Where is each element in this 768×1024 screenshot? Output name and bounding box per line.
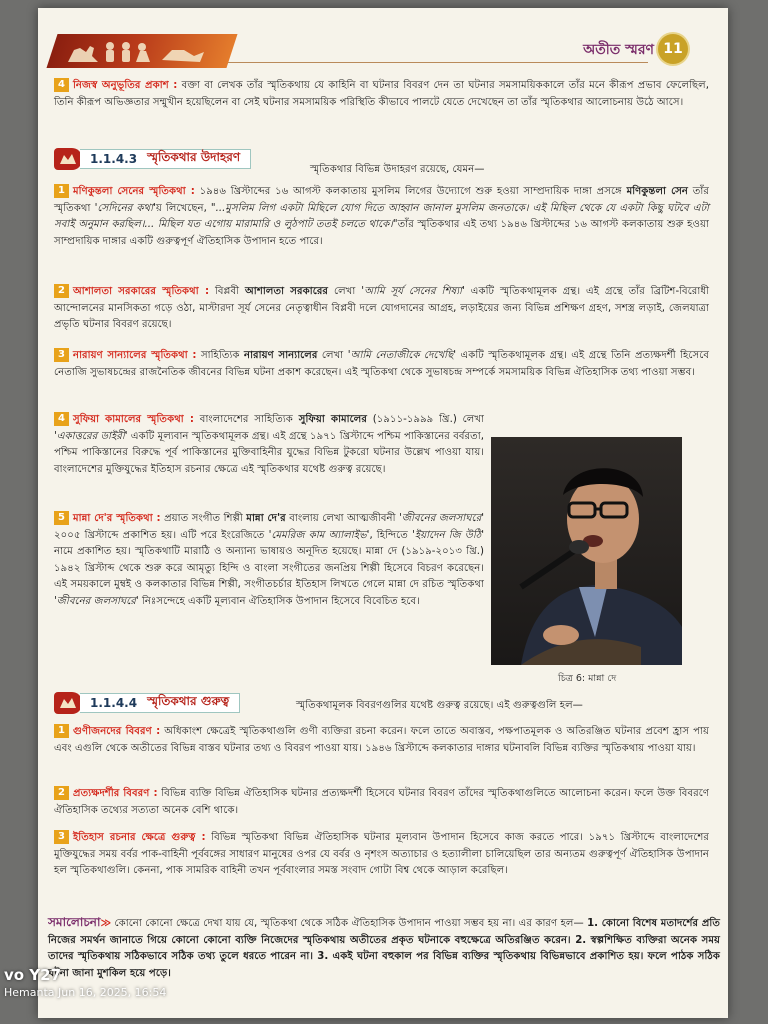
item-text: বাংলাদেশের সাহিত্যিক [193,414,299,425]
criticism-point-1: 1. কোনো বিশেষ মতাদর্শের প্রতি নিজের সমর্থন জানাতে গিয়ে কোনো কোনো ব্যক্তি নিজেদের স্মৃতিকথায় অতীতের প্রকৃত ঘটনাকে বহুক্ষেত্রে অতিরঞ্জিত করেন। [48,918,720,946]
criticism-point-2: 2. স্বল্পশিক্ষিত ব্যক্তিরা অনেক সময় তাদের স্মৃতিকথায় সঠিকভাবে সঠিক তথ্য তুলে ধরতে পারেন না। [48,934,720,963]
item-number: 4 [54,78,69,92]
item-title: আশালতা সরকারের স্মৃতিকথা : [73,286,210,297]
item-book: 'সেদিনের কথা' [94,202,156,214]
section-badge-icon [54,148,82,170]
item-text: একটি মূল্যবান স্মৃতিকথামূলক গ্রন্থ। এই গ্রন্থে ১৯৭১ খ্রিস্টাব্দে পশ্চিম পাকিস্তানের বর্বরতা, পশ্চিম পাকিস্তানের বিরুদ্ধে পূর্ব পাকিস্তানের মুক্তিবাহিনীর যুদ্ধের বিভিন্ন টুকরো ঘটনার উল্লেখ পাওয়া যায়। বাংলাদেশের মুক্তিযুদ্ধের ইতিহাস রচনার ক্ষেত্রে এই স্মৃতিকথার যথেষ্ট গুরুত্ব রয়েছে। [54,430,484,475]
item-book: 'একাত্তরের ডাইরী' [54,430,128,442]
section-intro: স্মৃতিকথার বিভিন্ন উদাহরণ রয়েছে, যেমন— [310,164,485,175]
section-number: 1.1.4.4 [90,696,138,710]
item-title: নারায়ণ সান্যালের স্মৃতিকথা : [73,350,197,361]
section-number: 1.1.4.3 [90,152,138,166]
section-bar [80,693,240,713]
section-heading-examples [54,148,251,170]
device-label: vo Y27 [4,966,62,984]
importance-item-1 [54,724,709,757]
figure-caption: চিত্র 6: মান্না দে [558,673,617,684]
item-title: গুণীজনদের বিবরণ : [73,726,161,737]
item-book: 'আমি নেতাজীকে দেখেছি' [347,350,457,361]
item-text: ১৯৪৬ খ্রিস্টাব্দের ১৬ আগস্ট কলকাতায় মুসলিম লিগের উদ্যোগে শুরু হওয়া সাম্প্রদায়িক দাঙ্গা প্রসঙ্গে [194,186,627,197]
item-text: বিপ্লবী [209,286,246,297]
item-text: নিঃসন্দেহে একটি মূল্যবান ঐতিহাসিক উপাদান হিসেবে বিবেচিত হবে। [138,595,420,607]
item-book: 'জীবনের জলসাঘরে' [399,513,484,524]
item-text: তাঁর স্মৃতিকথা [54,186,709,214]
item-book: 'ইয়াদেন জি উঠি' [412,529,484,541]
item-title: প্রত্যক্ষদর্শীর বিবরণ : [73,788,158,799]
section-title: স্মৃতিকথার উদাহরণ [147,150,241,164]
item-text: লেখা [328,286,362,297]
example-item-3 [54,348,709,381]
item-text: বিভিন্ন স্মৃতিকথা বিভিন্ন ঐতিহাসিক ঘটনার মূল্যবান উপাদান হিসেবে কাজ করতে পারে। ১৯৭১ খ্রিস্টাব্দে বাংলাদেশের মুক্তিযুদ্ধের সময় বর্বর পাক-বাহিনী পূর্ববঙ্গের সাধারণ মানুষের ওপর যে বর্বর ও নৃশংস অত্যাচার ও হত্যালীলা চালিয়েছিল তার অন্যতম গুরুত্বপূর্ণ ঐতিহাসিক উপাদান হল স্মৃতিকথাগুলি। কেননা, পাক সামরিক বাহিনী তখন পূর্ববাংলার সমস্ত সংবাদ গোটা বিশ্ব থেকে আড়াল করেছিল। [54,832,710,877]
importance-item-2 [54,786,709,819]
item-quote: "...মুসলিম লিগ একটা মিছিলে যোগ দিতে আহ্বান জানাল মুসলিম জনতাকে। এই মিছিল থেকে যে একটা কিছু ঘটবে এটা সবাই অনুমান করছিল।... মিছিল যত এগোয় মারামারি ও লুঠপাট ততই চলতে থাকে।" [54,202,709,231]
item-text: য় লিখেছেন, [155,202,211,214]
example-item-1 [54,184,709,250]
item-text: বিভিন্ন ব্যক্তি বিভিন্ন ঐতিহাসিক ঘটনার প্রত্যক্ষদর্শী হিসেবে ঘটনার বিবরণ তাঁদের স্মৃতিকথাগুলিতে আলোচনা করেন। ফলে উক্ত বিবরণে ঐতিহাসিক তথ্যের সত্যতা অনেক বেশি থাকে। [54,788,709,816]
item-title: মণিকুন্তলা সেনের স্মৃতিকথা : [73,186,195,197]
item-text: ২০০৫ খ্রিস্টাব্দে প্রকাশিত হয়। এটি পরে ইংরেজিতে [54,529,269,541]
section-bar [80,149,251,169]
item-text: প্রয়াত সংগীত শিল্পী [160,513,247,524]
item-number: 3 [54,830,69,844]
criticism-point-3: 3. একই ঘটনা বহুকাল পর বিভিন্ন ব্যক্তির স্মৃতিকথায় বিভিন্নভাবে প্রকাশিত হয়। ফলে পাঠক সঠিক ঘটনা জানা মুশকিল হয়ে পড়ে। [48,951,720,979]
item-author: মণিকুন্তলা সেন [626,186,689,197]
item-author: সুফিয়া কামালের [298,414,367,425]
item-text: , হিন্দিতে [369,529,413,541]
item-text: (১৯১১-১৯৯৯ খ্রি.) লেখা [366,414,485,425]
item-text: একটি স্মৃতিকথামূলক গ্রন্থ। এই গ্রন্থে তিনি প্রত্যক্ষদর্শী হিসেবে নেতাজি সুভাষচন্দ্রের রাজনৈতিক জীবনের বিভিন্ন ঘটনা প্রকাশ করেছেন। এই স্মৃতিকথা থেকে সুভাষচন্দ্র সম্পর্কে সমসাময়িক বিভিন্ন ঐতিহাসিক তথ্য পাওয়া সম্ভব। [54,350,709,378]
criticism-label: সমালোচনা [48,915,101,929]
example-item-5 [54,511,484,611]
item-text: বক্তা বা লেখক তাঁর স্মৃতিকথায় যে কাহিনি বা ঘটনার বিবরণ দেন তা ঘটনার সমসাময়িককালে তাঁর মনে কীরূপ প্রভাব ফেলেছিল, তিনি কীরূপ অভিজ্ঞতার সম্মুখীন হয়েছিলেন বা সেই ঘটনার সমসাময়িক পরিস্থিতি কীভাবে পালটে যেতে দেখেছেন তা তাঁর স্মৃতিকথার আলোচনায় উঠে আসে। [54,80,709,108]
timestamp-label: Hemanta Jun 16, 2025, 16:54 [4,986,167,999]
section-title: স্মৃতিকথার গুরুত্ব [147,694,230,708]
example-item-2 [54,284,709,334]
item-number: 1 [54,724,69,738]
item-book: 'আমি সূর্য সেনের শিষ্যা' [361,286,465,297]
item-text: তাঁর স্মৃতিকথার এই তথ্য ১৯৪৬ খ্রিস্টাব্দের ১৬ আগস্ট কলকাতায় শুরু হওয়া সাম্প্রদায়িক দাঙ্গার একটি গুরুত্বপূর্ণ ঐতিহাসিক উপাদান হতে পারে। [54,219,709,247]
section-heading-importance [54,692,240,714]
criticism-arrow-icon: ≫ [100,918,112,929]
item-title: সুফিয়া কামালের স্মৃতিকথা : [73,414,194,425]
singer-portrait-icon [491,437,682,665]
item-number: 4 [54,412,69,426]
item-author: নারায়ণ সান্যালের [243,350,318,361]
header-silhouettes-icon [64,38,214,66]
item-text: একটি স্মৃতিকথামূলক গ্রন্থ। এই গ্রন্থে তাঁর ব্রিটিশ-বিরোধী আন্দোলনের মানসিকতা গড়ে ওঠা, মাস্টারদা সূর্য সেনের নেতৃত্বাধীন বিপ্লবী দলে যোগদানের আগ্রহ, লড়াইয়ের জন্য বিভিন্ন প্রশিক্ষণ গ্রহণ, সশস্ত্র লড়াই, জেলযাত্রা প্রভৃতি ঘটনার বিবরণ রয়েছে। [54,286,709,331]
item-text: অধিকাংশ ক্ষেত্রেই স্মৃতিকথাগুলি গুণী ব্যক্তিরা রচনা করেন। ফলে তাতে অবাস্তব, পক্ষপাতমূলক ও অতিরঞ্জিত ঘটনার প্রবেশ হ্রাস পায় এবং এগুলি থেকে অতীতের বিভিন্ন বাস্তব ঘটনার তথ্য ও বিবরণ পাওয়া যায়। ১৯৪৬ খ্রিস্টাব্দে কলকাতার দাঙ্গার ঘটনাবলি বিভিন্ন ব্যক্তির স্মৃতিকথায় পাওয়া যায়। [54,726,709,754]
item-author: মান্না দে'র [246,513,286,524]
intro-item [54,78,709,111]
item-text: সাহিত্যিক [196,350,244,361]
item-number: 2 [54,284,69,298]
item-text: নামে প্রকাশিত হয়। স্মৃতিকথাটি মারাঠি ও অন্যান্য ভাষায়ও অনূদিত হয়েছে। মান্না দে (১৯১৯-২০১৩ খ্রি.) ১৯৪২ খ্রিস্টাব্দ থেকে শুরু করে আমৃত্যু হিন্দি ও বাংলা সংগীতের জনপ্রিয় শিল্পী হিসেবে বিচরণ করেছেন। এই সময়কালে মুম্বই ও কলকাতার বিভিন্ন শিল্পী, সংগীতচর্চার ইতিহাস লিখতে গেলে মান্না দে রচিত স্মৃতিকথা [54,546,484,591]
item-title: ইতিহাস রচনার ক্ষেত্রে গুরুত্ব : [73,832,206,843]
criticism-text: কোনো কোনো ক্ষেত্রে দেখা যায় যে, স্মৃতিকথা থেকে সঠিক ঐতিহাসিক উপাদান পাওয়া সম্ভব হয় না। এর কারণ হল— [111,918,588,929]
item-book: 'মেমরিজ কাম অ্যালাইভ' [268,529,370,541]
header-rule [228,62,648,63]
item-number: 3 [54,348,69,362]
example-item-4 [54,412,484,478]
item-text: লেখা [317,350,348,361]
item-number: 2 [54,786,69,800]
item-text: বাংলায় লেখা আত্মজীবনী [285,513,400,524]
section-badge-icon [54,692,82,714]
item-title: মান্না দে'র স্মৃতিকথা : [73,513,161,524]
item-number: 5 [54,511,69,525]
item-title: নিজস্ব অনুভূতির প্রকাশ : [73,80,178,91]
portrait-photo [491,437,682,665]
item-number: 1 [54,184,69,198]
camera-watermark [4,966,166,999]
running-title: অতীত স্মরণ [583,42,654,58]
item-author: আশালতা সরকারের [245,286,329,297]
item-book: 'জীবনের জলসাঘরে' [54,595,139,607]
section-intro: স্মৃতিকথামূলক বিবরণগুলির যথেষ্ট গুরুত্ব রয়েছে। এই গুরুত্বগুলি হল— [296,700,583,711]
page-number: 11 [658,34,688,64]
textbook-page [38,8,728,1018]
importance-item-3 [54,830,709,880]
